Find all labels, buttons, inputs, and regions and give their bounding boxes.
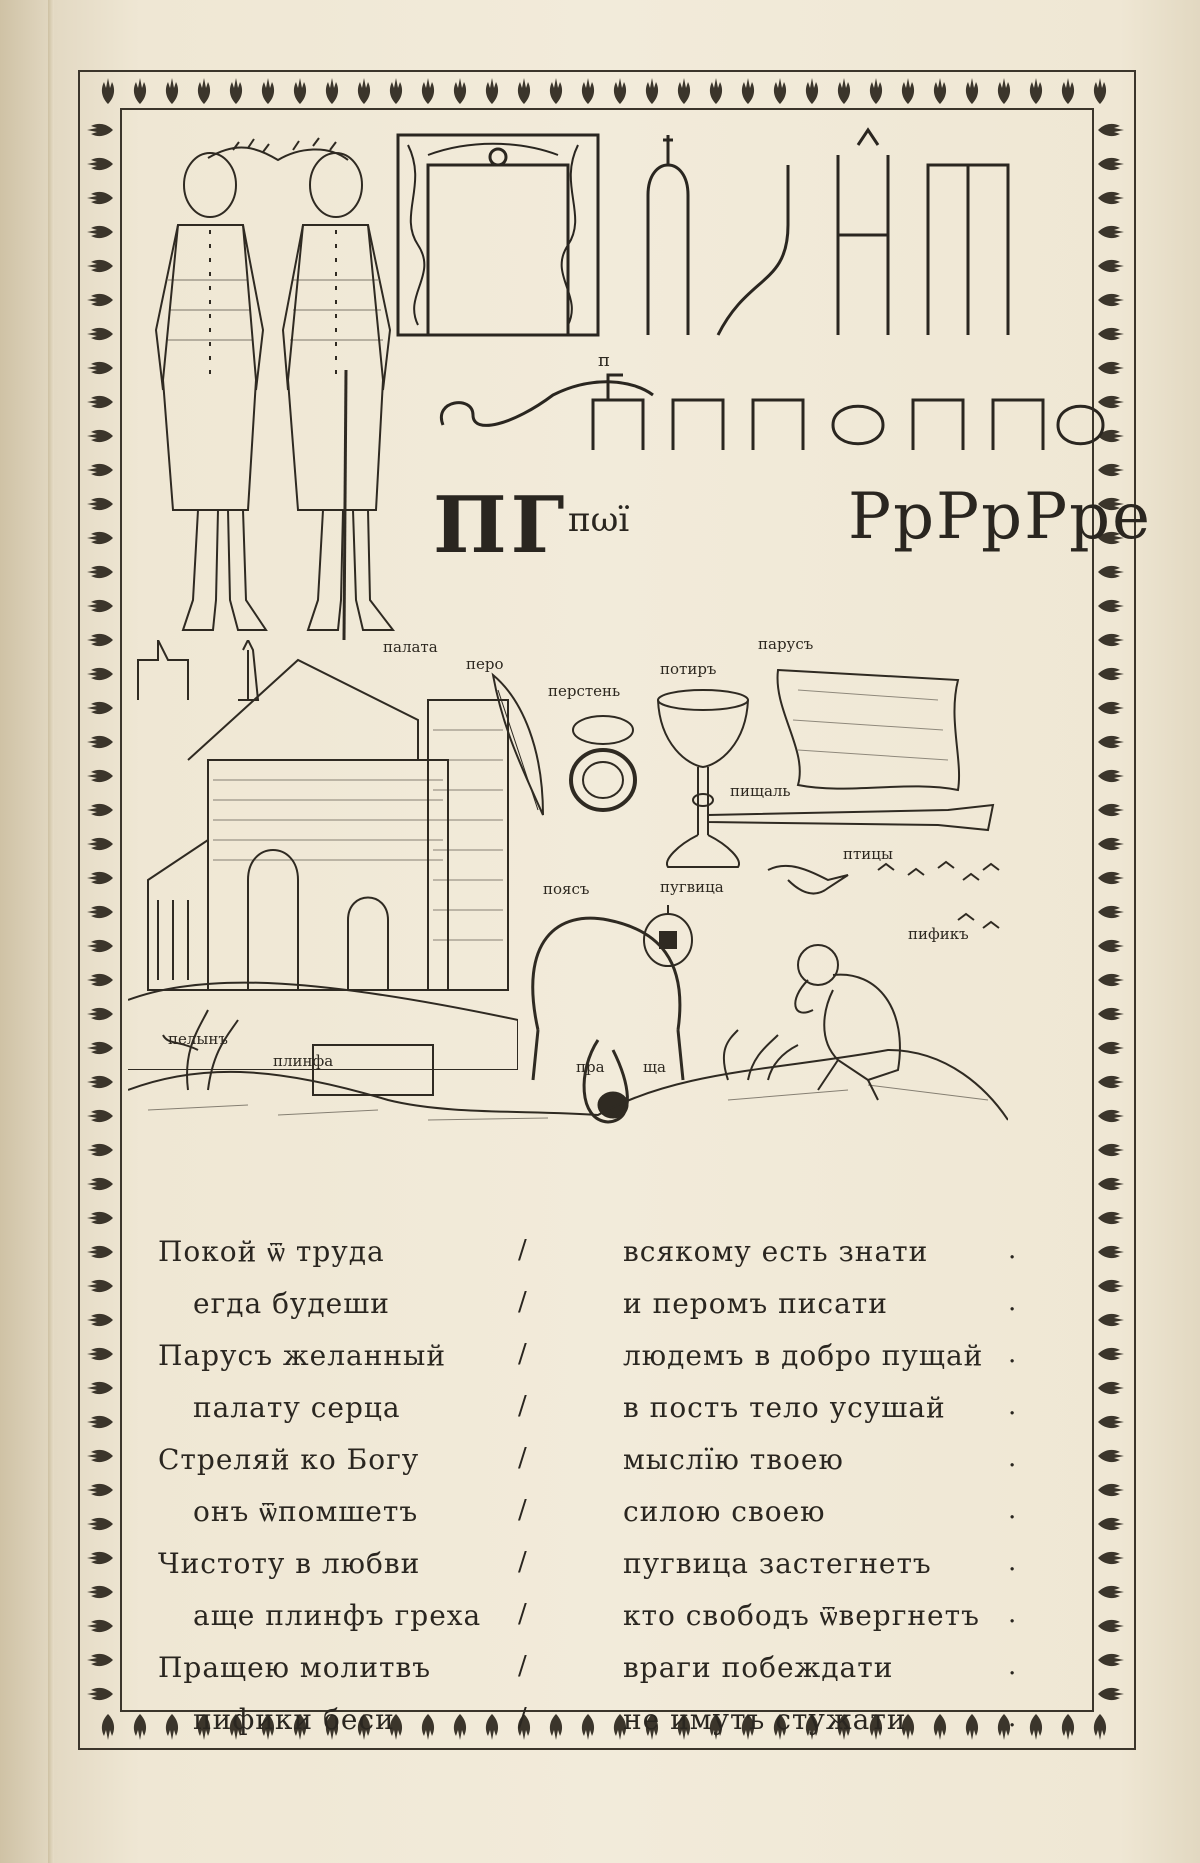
verse-right-line: пугвица застегнетъ bbox=[623, 1547, 932, 1580]
verse-left-line: Парусъ желанный bbox=[158, 1339, 446, 1372]
verse-left-line: егда будеши bbox=[193, 1287, 390, 1320]
verse-separator: / bbox=[518, 1391, 527, 1421]
verse-right-line: людемъ в добро пущай bbox=[623, 1339, 984, 1372]
engraved-plate bbox=[78, 70, 1152, 1750]
verse-left-line: Пращею молитвъ bbox=[158, 1651, 432, 1684]
letters-pg: ПГ bbox=[433, 480, 569, 571]
label-palata: палата bbox=[383, 638, 438, 656]
landscape-ground bbox=[128, 990, 1008, 1130]
button-illustration bbox=[638, 900, 698, 970]
verse-end-dot: . bbox=[1008, 1287, 1017, 1317]
birds-illustration bbox=[758, 850, 1008, 940]
label-plinfa: плинфа bbox=[273, 1052, 334, 1070]
label-potir: потиръ bbox=[660, 660, 717, 678]
verse-separator: / bbox=[518, 1495, 527, 1525]
verse-left-line: Чистоту в любви bbox=[158, 1547, 421, 1580]
verse-separator: / bbox=[518, 1339, 527, 1369]
quill-illustration bbox=[483, 670, 553, 820]
verse-left-line: пифики беси bbox=[193, 1703, 395, 1736]
label-pelyn: пелынъ bbox=[168, 1030, 228, 1048]
label-pishal: пищаль bbox=[730, 782, 791, 800]
verse-end-dot: . bbox=[1008, 1651, 1017, 1681]
letters-small-variants: пωї bbox=[568, 500, 630, 540]
cursive-letter-row bbox=[433, 355, 1113, 465]
label-pero: перо bbox=[466, 655, 504, 673]
two-youths-illustration bbox=[138, 130, 398, 650]
verse-left-line: Стреляй ко Богу bbox=[158, 1443, 420, 1476]
sail-illustration bbox=[768, 660, 968, 800]
verse-separator: / bbox=[518, 1443, 527, 1473]
ornamental-initials bbox=[388, 125, 1108, 355]
label-pifik: пификъ bbox=[908, 925, 969, 943]
label-parus: парусъ bbox=[758, 635, 814, 653]
verse-end-dot: . bbox=[1008, 1703, 1017, 1733]
verse-right-line: и перомъ писати bbox=[623, 1287, 888, 1320]
binding-gutter bbox=[48, 0, 54, 1863]
label-pra: пра bbox=[576, 1058, 605, 1076]
verse-left-line: онъ ѿпомшетъ bbox=[193, 1495, 419, 1528]
verse-separator: / bbox=[518, 1599, 527, 1629]
verse-separator: / bbox=[518, 1703, 527, 1733]
verse-right-line: в постъ тело усушай bbox=[623, 1391, 946, 1424]
ring-illustration bbox=[553, 710, 653, 820]
verse-right-line: кто свободъ ѿвергнетъ bbox=[623, 1599, 980, 1632]
verse-end-dot: . bbox=[1008, 1495, 1017, 1525]
label-tsa: ща bbox=[643, 1058, 666, 1076]
musket-illustration bbox=[708, 800, 998, 840]
verse-right-line: всякому есть знати bbox=[623, 1235, 929, 1268]
verse-separator: / bbox=[518, 1287, 527, 1317]
verse-separator: / bbox=[518, 1235, 527, 1265]
superscript-small-p: п bbox=[598, 350, 610, 371]
verse-left-line: аще плинфъ греха bbox=[193, 1599, 482, 1632]
verse-end-dot: . bbox=[1008, 1599, 1017, 1629]
label-pugvitsa: пугвица bbox=[660, 878, 724, 896]
verse-end-dot: . bbox=[1008, 1391, 1017, 1421]
label-ptitsy: птицы bbox=[843, 845, 893, 863]
verse-separator: / bbox=[518, 1547, 527, 1577]
verse-right-line: силою своею bbox=[623, 1495, 826, 1528]
label-persten: перстень bbox=[548, 682, 621, 700]
chalice-illustration bbox=[648, 685, 758, 875]
letters-r-variants: РрРрРре bbox=[848, 480, 1152, 554]
verse-end-dot: . bbox=[1008, 1339, 1017, 1369]
verse-right-line: не имутъ стужати bbox=[623, 1703, 907, 1736]
verse-end-dot: . bbox=[1008, 1443, 1017, 1473]
verse-separator: / bbox=[518, 1651, 527, 1681]
verse-right-line: враги побеждати bbox=[623, 1651, 894, 1684]
verse-left-line: палату серца bbox=[193, 1391, 401, 1424]
label-poyas: поясъ bbox=[543, 880, 590, 898]
verse-left-line: Покой ѿ труда bbox=[158, 1235, 385, 1268]
verse-end-dot: . bbox=[1008, 1547, 1017, 1577]
verse-right-line: мыслїю твоею bbox=[623, 1443, 844, 1476]
verse-end-dot: . bbox=[1008, 1235, 1017, 1265]
